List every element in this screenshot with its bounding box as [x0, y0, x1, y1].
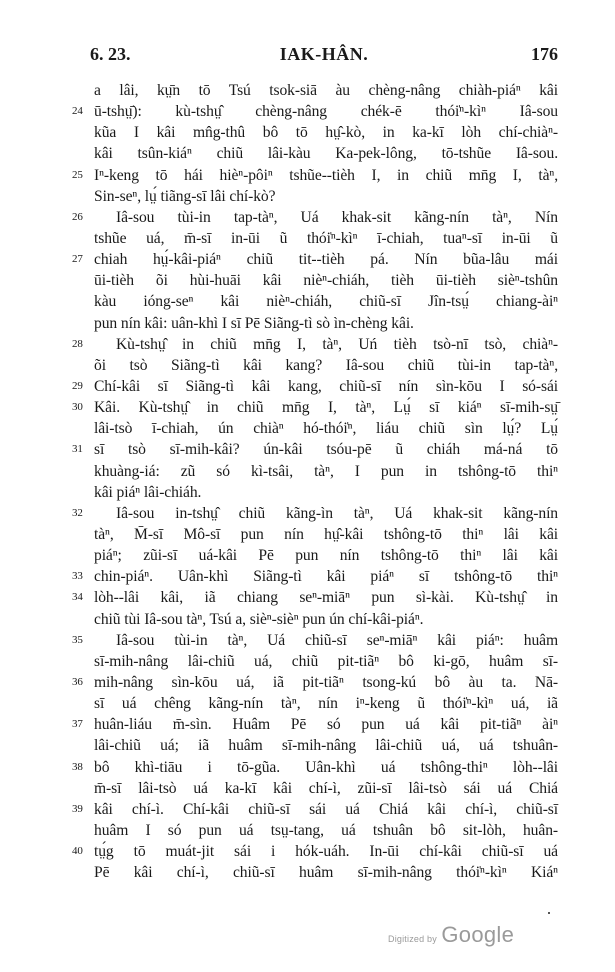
text-line: [72, 143, 558, 164]
text-line: [72, 503, 558, 524]
line-text: Iⁿ-keng tō hái hièⁿ-pôiⁿ tshũe--tièh I, in chiũ mn̄g I, tàⁿ,: [94, 166, 558, 184]
text-line: [72, 799, 558, 820]
chapter-verse-ref: 6. 23.: [90, 44, 131, 64]
line-text: kâi tsûn-kiáⁿ chiũ lâi-kàu Ka-pek-lông, tō-tshũe Iâ-sou.: [94, 145, 558, 163]
page-number: 176: [531, 44, 558, 64]
line-text: kũa I kâi mn̂g-thû bô tō hṳ̂-kò, in ka-kī lòh chí-chiàⁿ-: [94, 124, 558, 142]
verse-number: 31: [72, 443, 83, 456]
text-line: [72, 291, 558, 312]
text-line: [72, 524, 558, 545]
verse-number: 40: [72, 845, 83, 858]
text-line: [72, 376, 558, 397]
text-line: [72, 461, 558, 482]
text-line: [72, 735, 558, 756]
text-line: [72, 587, 558, 608]
verse-number: 25: [72, 168, 83, 181]
line-text: lâi-tsò ī-chiah, ún chiàⁿ hó-thói̍ⁿ, liáu chiũ sìn lṳ́? Lṳ́: [94, 420, 558, 438]
verse-number: 34: [72, 591, 83, 604]
digitization-watermark: [388, 922, 514, 948]
text-line: [72, 207, 558, 228]
running-title: IAK-HÂN.: [279, 44, 369, 64]
verse-number: 30: [72, 401, 83, 414]
text-line: [72, 439, 558, 460]
verse-number: 29: [72, 379, 83, 392]
text-line: [72, 841, 558, 862]
text-line: [72, 482, 558, 503]
text-line: [72, 397, 558, 418]
text-line: [72, 566, 558, 587]
verse-number: 27: [72, 253, 83, 266]
line-text: sī uá chêng kãng-nín tàⁿ, nín iⁿ-keng ũ thói̍ⁿ-kìⁿ uá, iã: [94, 695, 558, 713]
text-line: [72, 418, 558, 439]
line-text: Kù-tshṳ̂ in chiũ mn̄g I, tàⁿ, Uń tièh tsò-nī tsò, chiàⁿ-: [116, 335, 558, 353]
line-text: Pē kâi chí-ì, chiũ-sī huâm sī-mih-nâng thói̍ⁿ-kìⁿ Kiáⁿ: [94, 864, 558, 882]
line-text: piáⁿ; zũi-sī uá-kâi Pē pun nín tshông-tō thiⁿ lâi kâi: [94, 547, 558, 565]
scripture-text: [72, 80, 558, 883]
text-line: [72, 334, 558, 355]
text-line: [72, 355, 558, 376]
line-text: kàu ióng-seⁿ kâi nièⁿ-chiáh, chiũ-sī Jîn-tsṳ́ chiang-àiⁿ: [94, 293, 558, 311]
text-line: [72, 778, 558, 799]
verse-number: 38: [72, 760, 83, 773]
verse-number: 32: [72, 506, 83, 519]
line-text: Sin-seⁿ, lṳ́ tiãng-sī lâi chí-kò?: [94, 187, 276, 205]
watermark-small-text: Digitized by: [388, 934, 437, 944]
text-line: [72, 165, 558, 186]
text-line: [72, 122, 558, 143]
line-text: lòh--lâi kâi, iã chiang seⁿ-miāⁿ pun sì-kài. Kù-tshṳ̂ in: [94, 589, 558, 607]
line-text: ū-tshṳ̄): kù-tshṳ̂ chèng-nâng chék-ē thói̍ⁿ-kìⁿ Iâ-sou: [94, 103, 558, 121]
verse-number: 36: [72, 675, 83, 688]
line-text: huân-liáu m̄-sìn. Huâm Pē só pun uá kâi pit-tiãⁿ àiⁿ: [94, 716, 558, 734]
text-line: [72, 630, 558, 651]
line-text: chin-piáⁿ. Uân-khì Siãng-tì kâi piáⁿ sī tshông-tō thiⁿ: [94, 568, 558, 586]
line-text: sī tsò sī-mih-kâi? ún-kâi tsóu-pē ũ chiáh má-ná tō: [94, 441, 558, 459]
page-header: [90, 44, 558, 70]
line-text: a lâi, kṳ̄n tō Tsú tsok-siā àu chèng-nâng chiàh-piáⁿ kâi: [94, 82, 558, 99]
line-text: Iâ-sou tùi-in tap-tàⁿ, Uá khak-sit kãng-nín tàⁿ, Nín: [116, 208, 558, 226]
text-line: [72, 80, 558, 101]
text-line: [72, 651, 558, 672]
line-text: huâm I só pun uá tsṳ-tang, uá tshuân bô sit-lòh, huân-: [94, 821, 558, 839]
line-text: Chí-kâi sī Siãng-tì kâi kang, chiũ-sī nín sìn-kōu I só-sái: [94, 377, 558, 395]
line-text: tṳ́g tō muát-jit sái i hók-uáh. In-ūi chí-kâi chiũ-sī uá: [94, 843, 558, 861]
line-text: sī-mih-nâng lâi-chiũ uá, chiũ pit-tiãⁿ bô ki-gō, huâm sī-: [94, 652, 558, 670]
line-text: tàⁿ, M̄-sī Mô-sī pun nín hṳ̂-kâi tshông-tō thiⁿ lâi kâi: [94, 525, 558, 543]
text-line: [72, 862, 558, 883]
line-text: mih-nâng sìn-kōu uá, iã pit-tiãⁿ tsong-kú bô àu ta. Nā-: [94, 673, 558, 691]
line-text: tshũe uá, m̄-sī in-ūi ũ thói̍ⁿ-kìⁿ ī-chiah, tuaⁿ-sī in-ūi ũ: [94, 229, 558, 247]
text-line: [72, 757, 558, 778]
text-line: [72, 693, 558, 714]
text-line: [72, 186, 558, 207]
google-logo: Google: [441, 922, 515, 947]
verse-number: 39: [72, 802, 83, 815]
verse-number: 24: [72, 105, 83, 118]
line-text: Iâ-sou tùi-in tàⁿ, Uá chiũ-sī seⁿ-miāⁿ kâi piáⁿ: huâm: [116, 631, 558, 649]
line-text: chiah hṳ́-kâi-piáⁿ chiũ tit--tièh pá. Nín bũa-lâu mái: [94, 251, 558, 269]
line-text: pun nín kâi: uân-khì I sī Pē Siãng-tì sò ìn-chèng kâi.: [94, 314, 414, 332]
verse-number: 37: [72, 718, 83, 731]
verse-number: 28: [72, 337, 83, 350]
line-text: m̄-sī lâi-tsò uá ka-kī kâi chí-ì, zũi-sī lâi-tsò sái uá Chiá: [94, 779, 558, 797]
line-text: bô khì-tiāu i tō-gũa. Uân-khì uá tshông-thiⁿ lòh--lâi: [94, 758, 558, 776]
line-text: kâi chí-ì. Chí-kâi chiũ-sī sái uá Chiá kâi chí-ì, chiũ-sī: [94, 800, 558, 818]
verse-number: 33: [72, 570, 83, 583]
line-text: õi tsò Siãng-tì kâi kang? Iâ-sou chiũ tùi-in tap-tàⁿ,: [94, 356, 558, 374]
line-text: khuàng-iá: zũ só kì-tsâi, tàⁿ, I pun in tshông-tō thiⁿ: [94, 462, 558, 480]
verse-number: 35: [72, 633, 83, 646]
line-text: Iâ-sou in-tshṳ̂ chiũ kãng-ìn tàⁿ, Uá khak-sit kãng-nín: [116, 504, 558, 522]
text-line: [72, 820, 558, 841]
line-text: lâi-chiũ uá; iã huâm sī-mih-nâng lâi-chiũ uá, uá tshuân-: [94, 737, 558, 755]
line-text: kâi piáⁿ lâi-chiáh.: [94, 483, 202, 501]
text-line: [72, 249, 558, 270]
text-line: [72, 609, 558, 630]
line-text: chiũ tùi Iâ-sou tàⁿ, Tsú a, sièⁿ-sièⁿ pun ún chí-kâi-piáⁿ.: [94, 610, 424, 628]
print-speck: [548, 912, 550, 914]
line-text: Kâi. Kù-tshṳ̂ in chiũ mn̄g I, tàⁿ, Lṳ́ sī kiáⁿ sī-mih-sṳ̄: [94, 399, 558, 417]
text-line: [72, 545, 558, 566]
verse-number: 26: [72, 210, 83, 223]
text-line: [72, 228, 558, 249]
text-line: [72, 672, 558, 693]
line-text: ūi-tièh õi hùi-huāi kâi nièⁿ-chiáh, tièh ūi-tièh sièⁿ-tshûn: [94, 272, 558, 290]
text-line: [72, 270, 558, 291]
text-line: [72, 101, 558, 122]
text-line: [72, 714, 558, 735]
text-line: [72, 313, 558, 334]
